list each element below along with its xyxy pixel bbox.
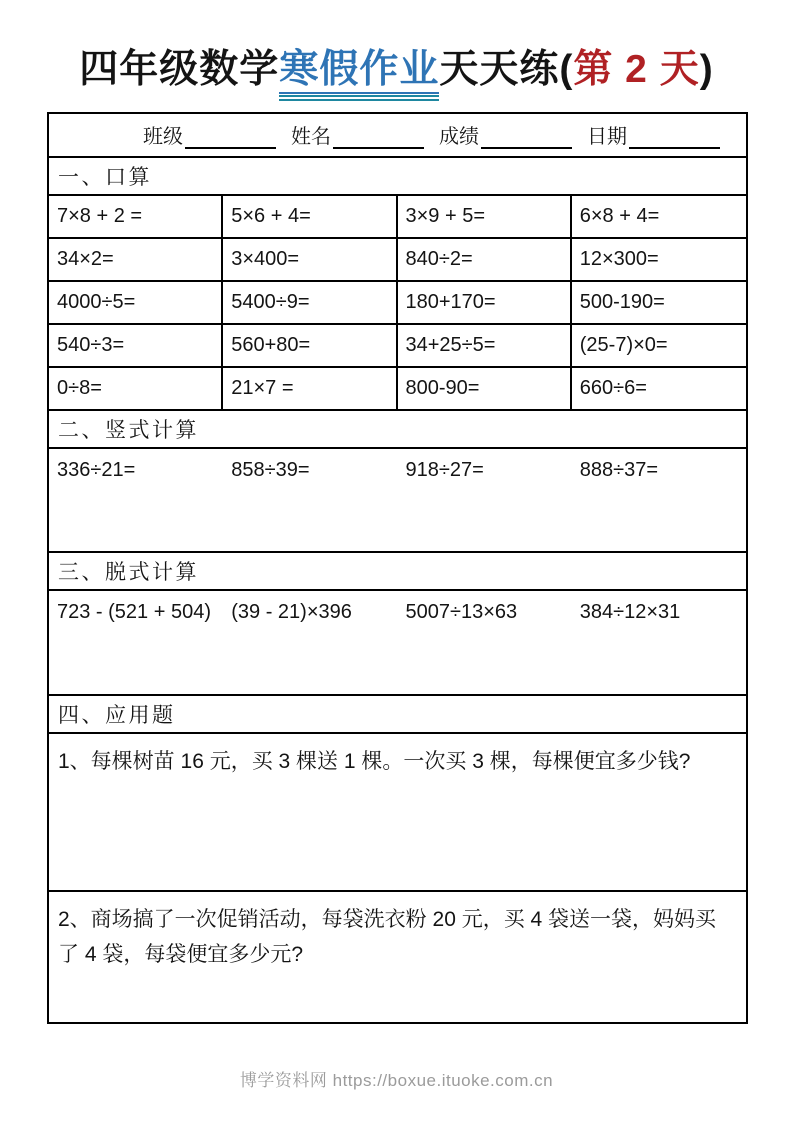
oral-problem: 0÷8= (49, 368, 223, 411)
oral-problem: 4000÷5= (49, 282, 223, 325)
page-title (0, 38, 793, 101)
oral-problem: 840÷2= (398, 239, 572, 282)
oral-problem: 660÷6= (572, 368, 746, 411)
vertical-problem: 858÷39= (231, 459, 310, 481)
title-day: 第 2 天 (573, 48, 700, 91)
info-label-class: 班级 (143, 126, 183, 148)
oral-problem: 7×8 + 2 = (49, 196, 223, 239)
blank-line-score (481, 127, 572, 149)
title-part2: 天天练( (439, 48, 574, 91)
vertical-problem: 888÷37= (579, 459, 659, 481)
stepwise-problem: 5007÷13×63 (405, 601, 518, 623)
info-field-score (439, 120, 572, 149)
oral-problem: 180+170= (398, 282, 572, 325)
info-label-name: 姓名 (291, 126, 331, 148)
oral-problem: 21×7 = (223, 368, 397, 411)
vertical-problem: 336÷21= (57, 459, 136, 481)
vertical-calculation-row (49, 449, 746, 553)
section-heading-vertical: 二、竖式计算 (49, 411, 746, 449)
oral-problem: 3×9 + 5= (398, 196, 572, 239)
title-part1: 四年级数学 (79, 48, 280, 91)
stepwise-problem: 723 - (521 + 504) (57, 601, 211, 623)
word-problem-2: 2、商场搞了一次促销活动，每袋洗衣粉 20 元，买 4 袋送一袋，妈妈买了 4 袋，每袋便宜多少元? (58, 908, 717, 966)
oral-problem: (25-7)×0= (572, 325, 746, 368)
info-field-class (143, 120, 276, 149)
footer-credit: 博学资料网 https://boxue.ituoke.com.cn (239, 1071, 554, 1090)
oral-problem: 5×6 + 4= (223, 196, 397, 239)
word-problem-1: 1、每棵树苗 16 元，买 3 棵送 1 棵。一次买 3 棵，每棵便宜多少钱? (49, 734, 746, 892)
info-field-date (587, 120, 720, 149)
worksheet-table (47, 112, 748, 1024)
oral-calculation-grid (49, 196, 746, 411)
oral-problem: 3×400= (223, 239, 397, 282)
section-heading-oral: 一、口算 (49, 158, 746, 196)
title-part3: ) (699, 48, 714, 91)
info-field-name (291, 120, 424, 149)
oral-problem: 500-190= (572, 282, 746, 325)
oral-problem: 540÷3= (49, 325, 223, 368)
info-label-date: 日期 (587, 126, 627, 148)
oral-problem: 560+80= (223, 325, 397, 368)
info-label-score: 成绩 (439, 126, 479, 148)
stepwise-problem: 384÷12×31 (579, 601, 681, 623)
title-highlight-underline (279, 48, 439, 101)
oral-problem: 34×2= (49, 239, 223, 282)
oral-problem: 6×8 + 4= (572, 196, 746, 239)
oral-problem: 800-90= (398, 368, 572, 411)
title-highlight: 寒假作业 (279, 48, 439, 94)
blank-line-date (629, 127, 720, 149)
stepwise-calculation-row (49, 591, 746, 696)
info-row (49, 114, 746, 158)
section-heading-stepwise: 三、脱式计算 (49, 553, 746, 591)
oral-problem: 34+25÷5= (398, 325, 572, 368)
blank-line-class (185, 127, 276, 149)
oral-problem: 5400÷9= (223, 282, 397, 325)
stepwise-problem: (39 - 21)×396 (231, 601, 352, 623)
vertical-problem: 918÷27= (405, 459, 484, 481)
section-heading-word-problems: 四、应用题 (49, 696, 746, 734)
blank-line-name (333, 127, 424, 149)
oral-problem: 12×300= (572, 239, 746, 282)
